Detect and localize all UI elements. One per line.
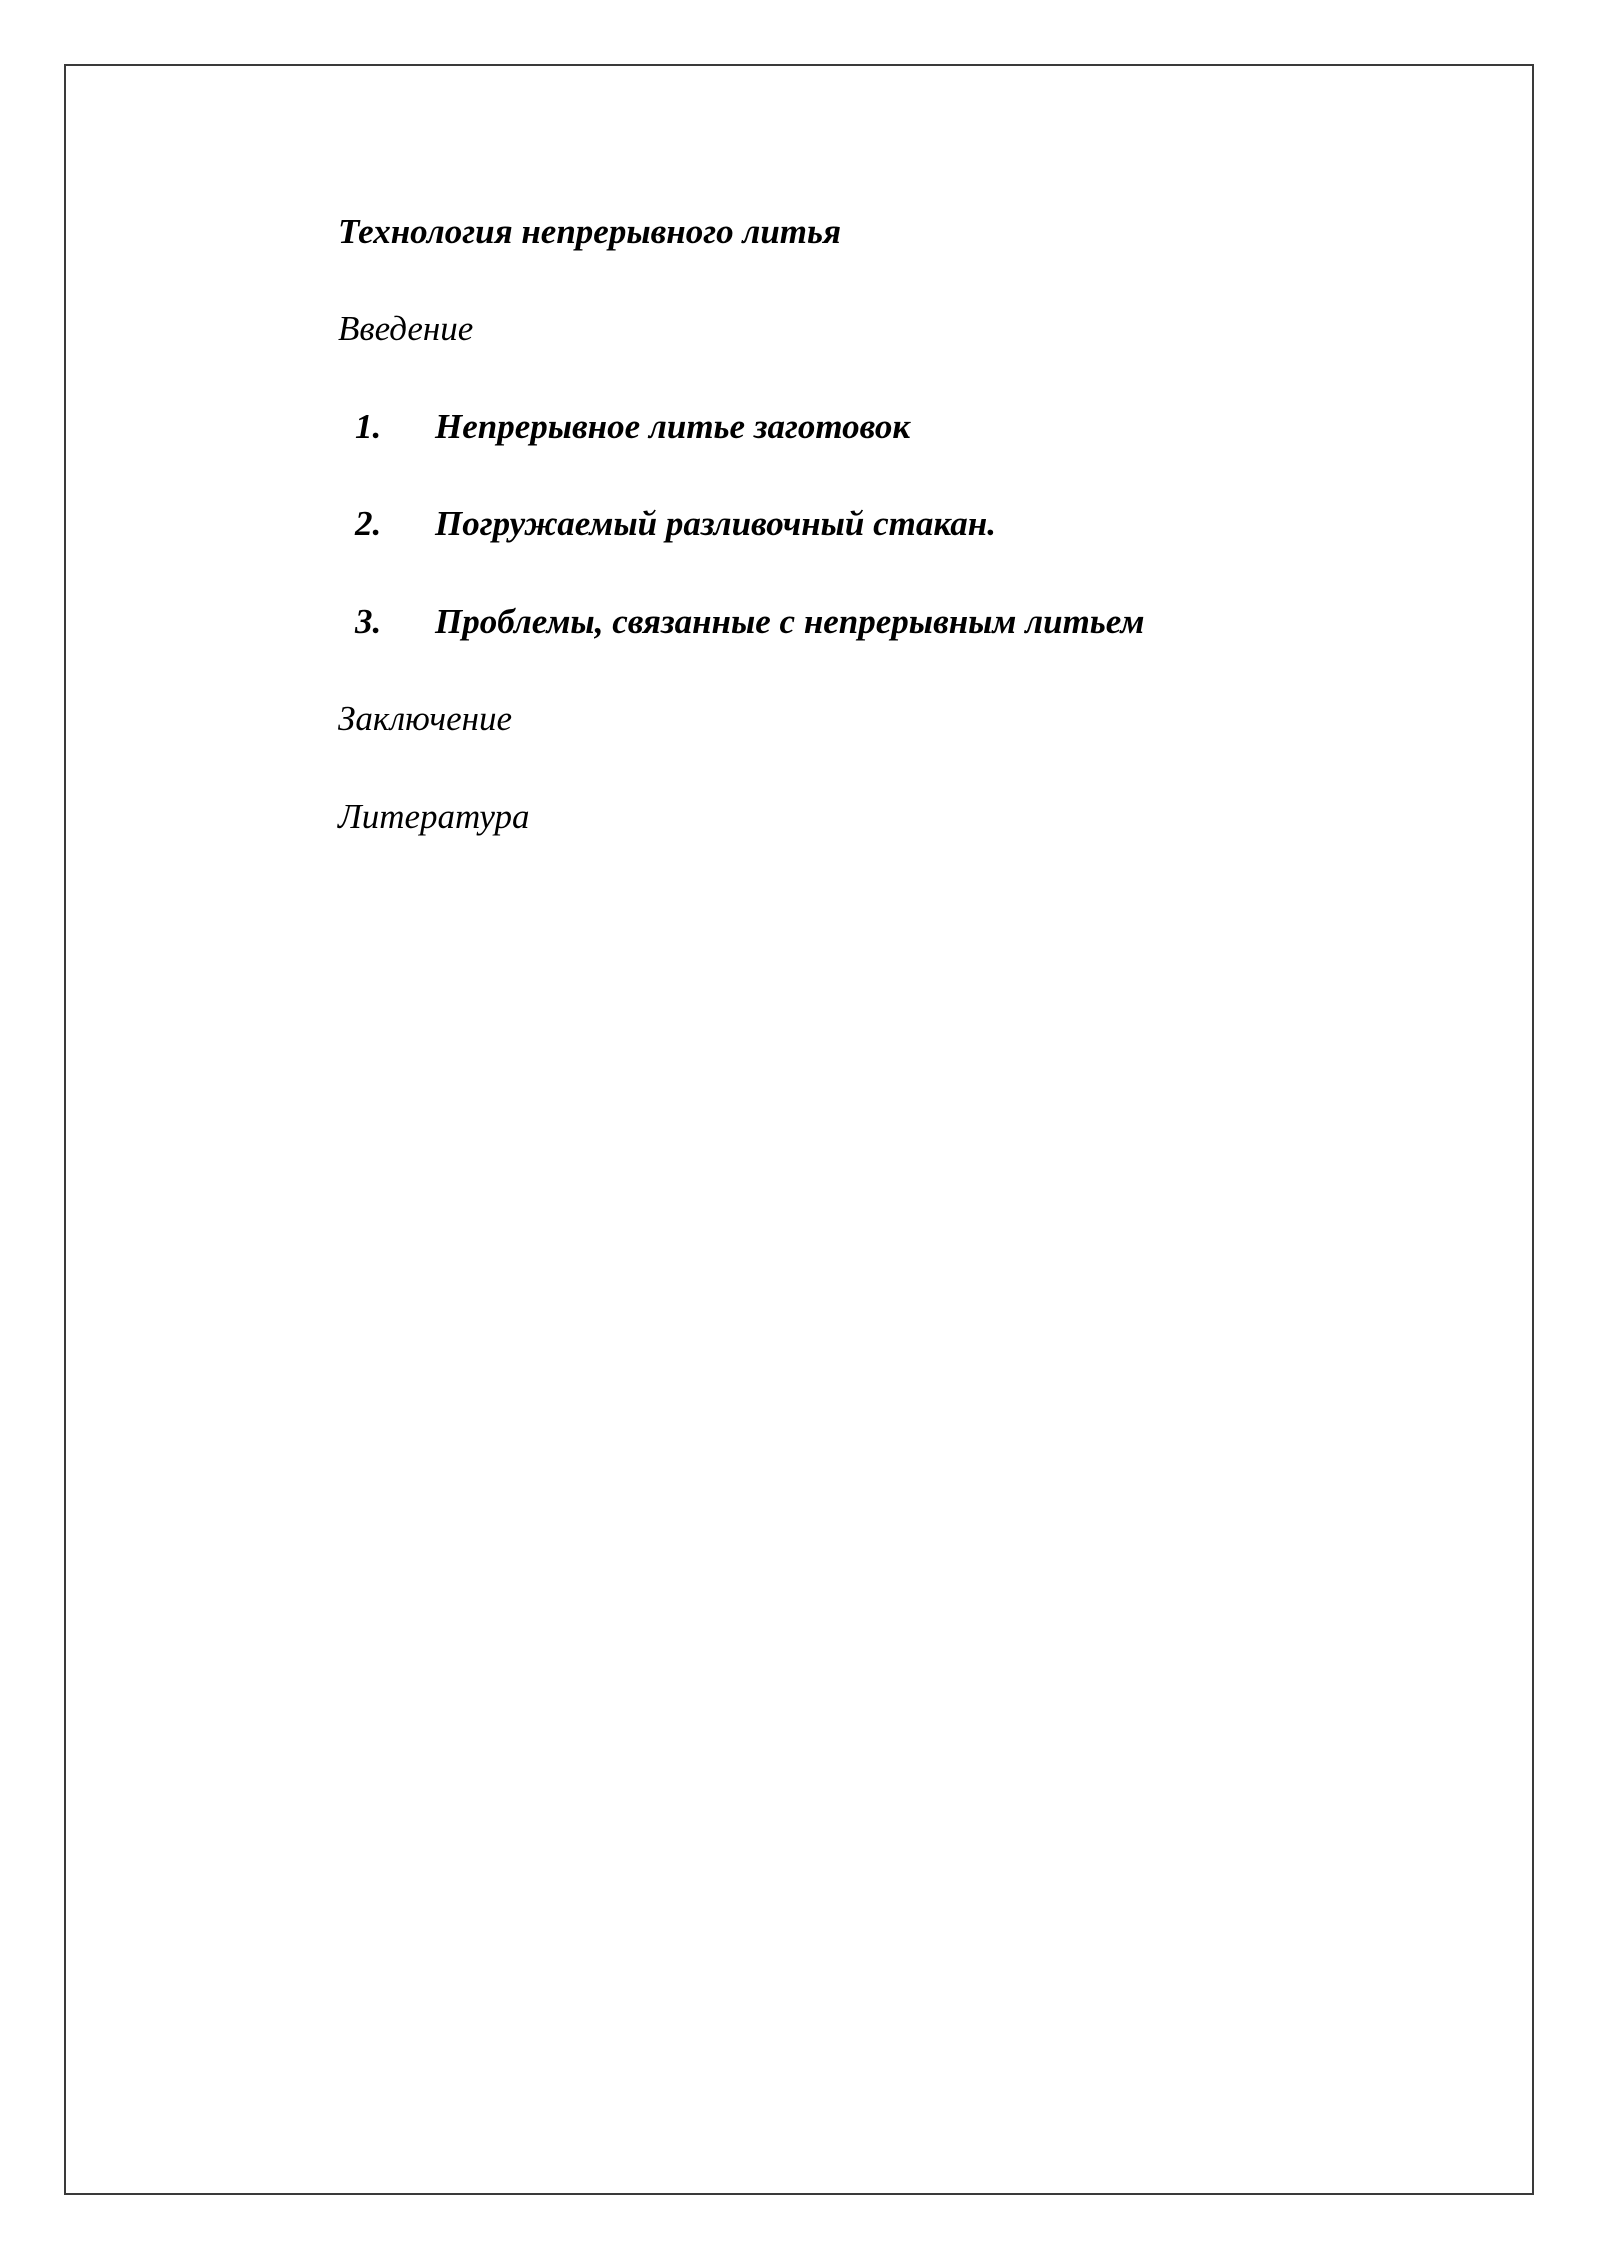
section-label: Непрерывное литье заготовок (435, 407, 911, 446)
section-label: Проблемы, связанные с непрерывным литьем (435, 602, 1145, 641)
toc-intro: Введение (338, 309, 474, 348)
toc-literature: Литература (338, 797, 530, 836)
section-number: 1. (355, 407, 382, 446)
toc-section-3 (338, 600, 1338, 644)
document-title: Технология непрерывного литья (338, 212, 842, 251)
section-number: 2. (355, 504, 382, 543)
toc-conclusion: Заключение (338, 699, 513, 738)
toc-section-1 (338, 405, 1338, 449)
toc-section-2 (338, 502, 1338, 546)
section-number: 3. (355, 602, 382, 641)
section-label: Погружаемый разливочный стакан. (435, 504, 996, 543)
page-frame (64, 64, 1534, 2195)
